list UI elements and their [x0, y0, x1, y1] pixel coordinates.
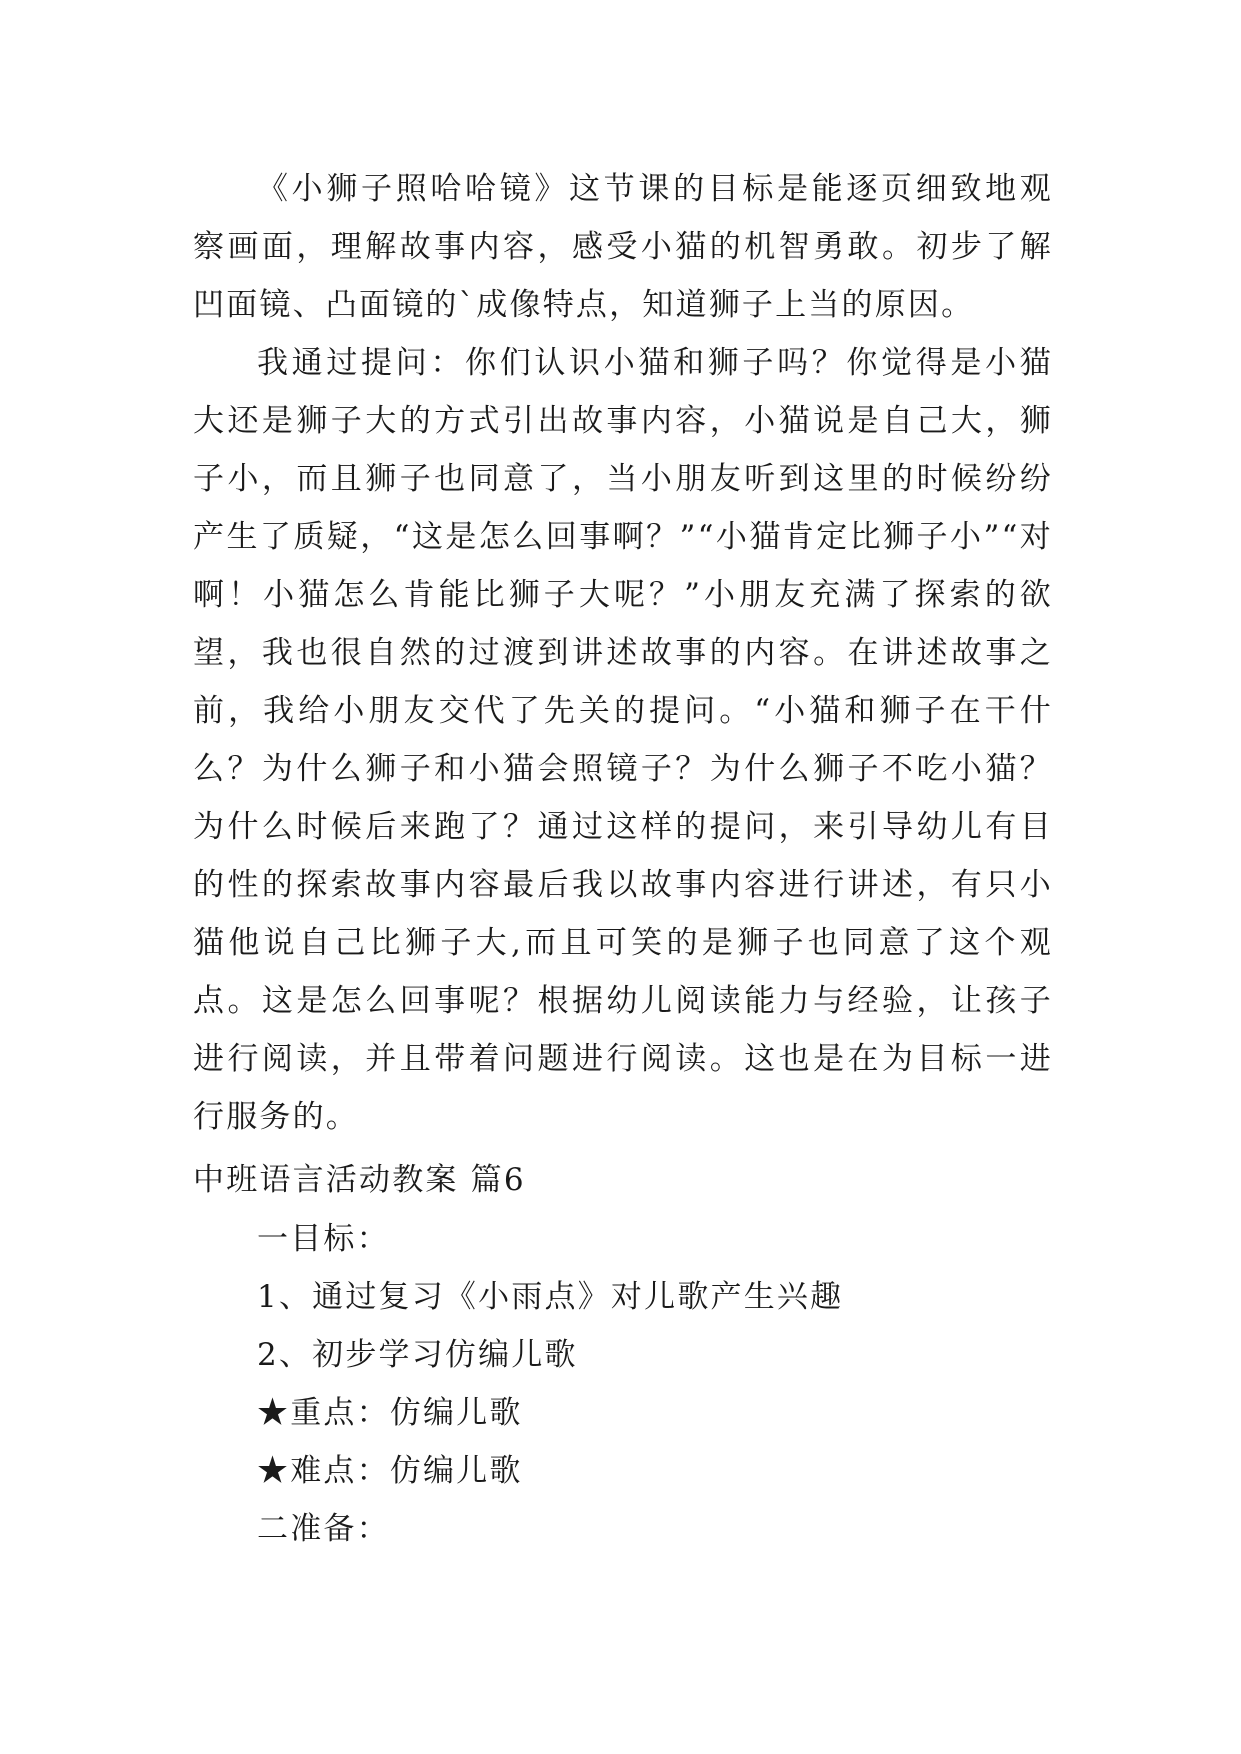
reflection-paragraph-process: 我通过提问：你们认识小猫和狮子吗？你觉得是小猫大还是狮子大的方式引出故事内容，小猫说是自己大，狮子小，而且狮子也同意了，当小朋友听到这里的时候纷纷产生了质疑，“这是怎么回事啊？”“小猫肯定比狮子小”“对啊！小猫怎么肯能比狮子大呢？”小朋友充满了探索的欲望，我也很自然的过渡到讲述故事的内容。在讲述故事之前，我给小朋友交代了先关的提问。“小猫和狮子在干什么？为什么狮子和小猫会照镜子？为什么狮子不吃小猫？为什么时候后来跑了？通过这样的提问，来引导幼儿有目的性的探索故事内容最后我以故事内容进行讲述，有只小猫他说自己比狮子大,而且可笑的是狮子也同意了这个观点。这是怎么回事呢？根据幼儿阅读能力与经验，让孩子进行阅读，并且带着问题进行阅读。这也是在为目标一进行服务的。: [193, 345, 1053, 1135]
list-item-goal-1: 1、通过复习《小雨点》对儿歌产生兴趣: [257, 1279, 844, 1315]
list-item-goals: 一目标：: [257, 1221, 390, 1257]
list-item-difficulty: ★难点：仿编儿歌: [257, 1453, 523, 1489]
list-item-preparation: 二准备：: [257, 1511, 390, 1547]
section-heading: 中班语言活动教案 篇6: [193, 1162, 526, 1198]
list-item-key-point: ★重点：仿编儿歌: [257, 1395, 523, 1431]
reflection-paragraph-goal: 《小狮子照哈哈镜》这节课的目标是能逐页细致地观察画面，理解故事内容，感受小猫的机智勇敢。初步了解凹面镜、凸面镜的`成像特点，知道狮子上当的原因。: [193, 171, 1053, 323]
list-item-goal-2: 2、初步学习仿编儿歌: [257, 1337, 578, 1373]
